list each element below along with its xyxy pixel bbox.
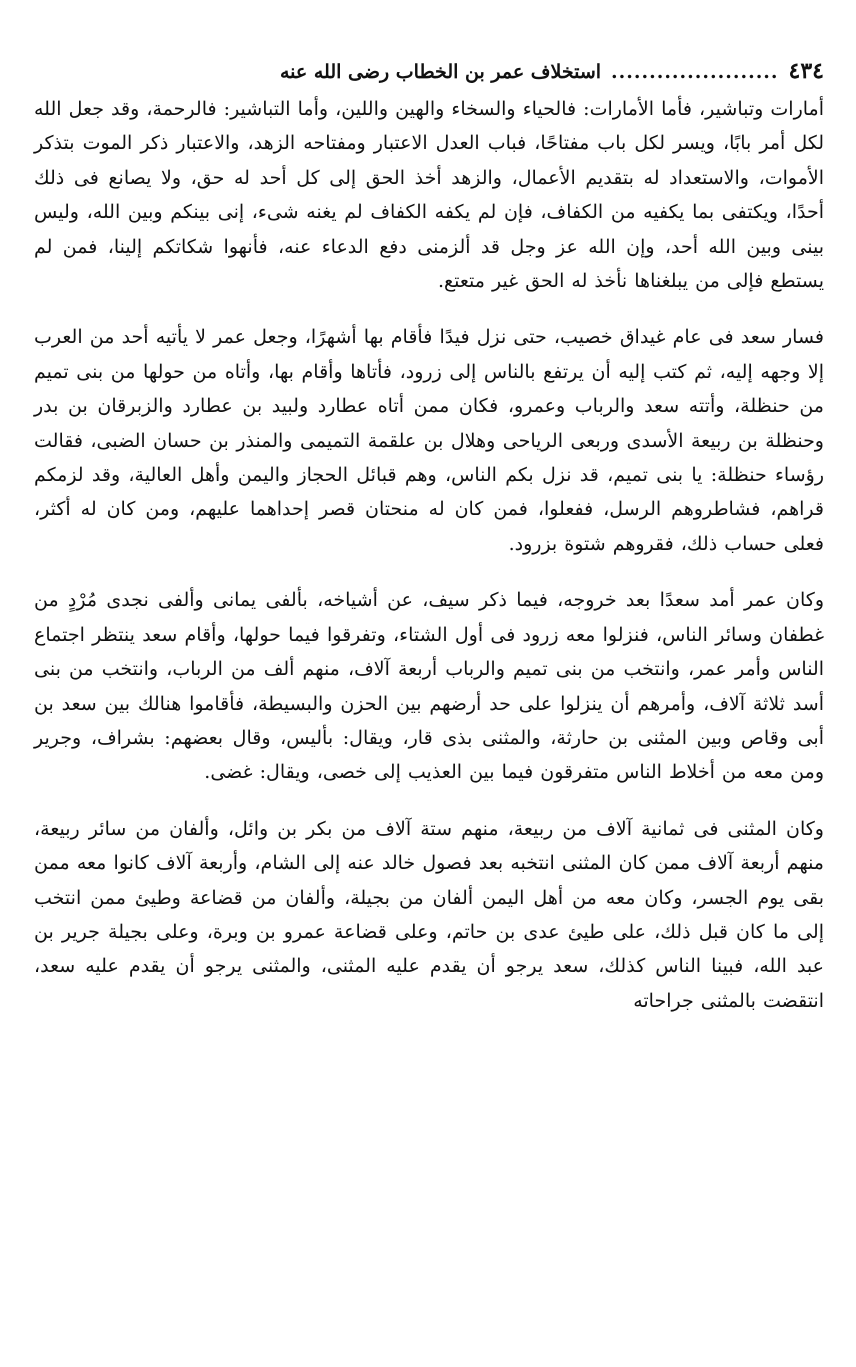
paragraph-2: فسار سعد فى عام غيداق خصيب، حتى نزل فيدًا فأقام بها أشهرًا، وجعل عمر لا يأتيه أحد من العرب إلا وجهه إليه، ثم كتب إليه أن يرتفع بالناس إلى زرود، فأتاها وأقام بها، وأتاه من حولها من بنى تميم من حنظلة، وأتته سعد والرباب وعمرو، فكان ممن أتاه عطارد ولبيد بن عطارد والزبرقان بن بدر وحنظلة بن ربيعة الأسدى وربعى الرياحى وهلال بن علقمة التميمى والمنذر بن حسان الضبى، فقالت رؤساء حنظلة: يا بنى تميم، قد نزل بكم الناس، وهم قبائل الحجاز واليمن وأهل العالية، وقد لزمكم قراهم، فشاطروهم الرسل، ففعلوا، فمن كان له منحتان قصر إحداهما عليهم، ومن كان له أكثر، فعلى حساب ذلك، فقروهم شتوة بزرود. (34, 326, 824, 555)
page-number: ٤٣٤ (788, 58, 824, 84)
paragraph-1: أمارات وتباشير، فأما الأمارات: فالحياء والسخاء والهين واللين، وأما التباشير: فالرحمة، وقد جعل الله لكل أمر بابًا، ويسر لكل باب مفتاحًا، فباب العدل الاعتبار ومفتاحه الزهد، والاعتبار ذكر الموت بتذكر الأموات، والاستعداد له بتقديم الأعمال، والزهد أخذ الحق إلى كل أحد له حق، ولا يصانع فى ذلك أحدًا، ويكتفى بما يكفيه من الكفاف، فإن لم يكفه الكفاف لم يغنه شىء، إنى بينكم وبين الله، وليس بينى وبين الله أحد، وإن الله عز وجل قد ألزمنى دفع الدعاء عنه، فأنهوا شكاتكم إلينا، فمن لم يستطع فإلى من يبلغناها نأخذ له الحق غير متعتع. (34, 98, 824, 293)
header-leader-dots: ...................... (611, 61, 779, 83)
paragraph-3: وكان عمر أمد سعدًا بعد خروجه، فيما ذكر سيف، عن أشياخه، بألفى يمانى وألفى نجدى مُرْدٍ من غطفان وسائر الناس، فنزلوا معه زرود فى أول الشتاء، وتفرقوا فيما حولها، وأقام سعد ينتظر اجتماع الناس وأمر عمر، وانتخب من بنى تميم والرباب أربعة آلاف، منهم ألف من الرباب، وانتخب من بنى أسد ثلاثة آلاف، وأمرهم أن ينزلوا على حد أرضهم بين الحزن والبسيطة، فأقاموا هنالك بين سعد بن أبى وقاص وبين المثنى بن حارثة، والمثنى بذى قار، ويقال: بأليس، وقال بعضهم: بشراف، وجرير ومن معه من أخلاط الناس متفرقون فيما بين العذيب إلى خصى، ويقال: غضى. (34, 589, 824, 784)
book-page (34, 52, 824, 1018)
paragraph-4: وكان المثنى فى ثمانية آلاف من ربيعة، منهم ستة آلاف من بكر بن وائل، وألفان من سائر ربيعة، منهم أربعة آلاف ممن كان المثنى انتخبه بعد فصول خالد عنه إلى الشام، وأربعة آلاف كانوا معه ممن بقى يوم الجسر، وكان معه من أهل اليمن ألفان من بجيلة، وألفان من قضاعة وطيئ ممن انتخب إلى ما كان قبل ذلك، على طيئ عدى بن حاتم، وعلى قضاعة عمرو بن وبرة، وعلى بجيلة جرير بن عبد الله، فبينا الناس كذلك، سعد يرجو أن يقدم عليه المثنى، والمثنى يرجو أن يقدم عليه سعد، انتقضت بالمثنى جراحاته (34, 817, 824, 1012)
running-header (34, 52, 824, 92)
chapter-title: استخلاف عمر بن الخطاب رضى الله عنه (280, 61, 602, 83)
